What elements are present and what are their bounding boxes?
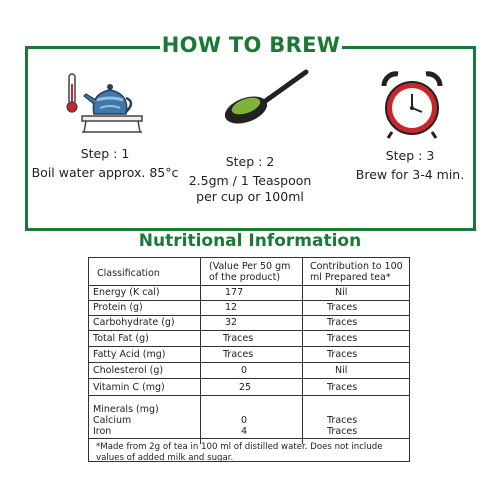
nutrition-title: Nutritional Information — [138, 231, 362, 251]
header-value-line-1: (Value Per 50 gm — [209, 261, 291, 272]
table-row-name: Vitamin C (mg) — [93, 382, 165, 393]
brew-step-2-label: Step : 2 — [225, 154, 275, 169]
table-row-value: 32 — [225, 317, 238, 328]
table-row-name: Energy (K cal) — [93, 287, 160, 298]
table-row-line — [89, 378, 409, 379]
table-row-value: 25 — [239, 382, 252, 393]
table-row-line — [89, 438, 409, 439]
brew-step-2-desc-line-1: 2.5gm / 1 Teaspoon — [188, 173, 312, 188]
header-value-line-2: of the product) — [209, 272, 281, 283]
nutrition-table — [88, 257, 410, 462]
table-row-name: Total Fat (g) — [93, 333, 149, 344]
brew-step-3 — [345, 148, 475, 183]
table-row-value: Traces — [223, 349, 254, 360]
table-row-contribution: Nil — [335, 365, 348, 376]
table-row-line — [89, 315, 409, 316]
table-row-line — [89, 300, 409, 301]
table-row-line — [89, 395, 409, 396]
table-row-value: 0 — [241, 365, 248, 376]
brew-step-3-desc: Brew for 3-4 min. — [355, 167, 465, 182]
alarm-clock-icon — [378, 70, 446, 140]
table-row-name: Protein (g) — [93, 302, 143, 313]
table-row-line — [89, 285, 409, 286]
header-contribution-line-2: ml Prepared tea* — [310, 272, 391, 283]
calcium-value: 0 — [241, 415, 248, 426]
table-row-contribution: Traces — [327, 382, 358, 393]
header-contribution-line-1: Contribution to 100 — [310, 261, 403, 272]
table-row-contribution: Traces — [327, 333, 358, 344]
minerals-label: Minerals (mg) — [93, 404, 159, 415]
table-row-line — [89, 330, 409, 331]
spoon-with-tea-powder-icon — [220, 66, 312, 126]
table-row-name: Fatty Acid (mg) — [93, 349, 166, 360]
table-row-name: Carbohydrate (g) — [93, 317, 175, 328]
brew-step-2 — [180, 154, 320, 205]
table-row-name: Cholesterol (g) — [93, 365, 164, 376]
table-row-line — [89, 362, 409, 363]
nutrition-footnote: *Made from 2g of tea in 100 ml of distilled water. Does not include values of added milk and sugar. — [96, 442, 383, 463]
header-classification: Classification — [97, 268, 160, 279]
calcium-label: Calcium — [93, 415, 132, 426]
table-row-contribution: Nil — [335, 287, 348, 298]
brew-step-3-label: Step : 3 — [385, 148, 435, 163]
table-row-contribution: Traces — [327, 302, 358, 313]
iron-value: 4 — [241, 426, 248, 437]
table-row-value: Traces — [223, 333, 254, 344]
brew-step-1-label: Step : 1 — [80, 146, 130, 161]
brew-step-1 — [30, 146, 180, 181]
brew-step-1-desc: Boil water approx. 85°c — [31, 165, 179, 180]
table-row-contribution: Traces — [327, 317, 358, 328]
iron-contribution: Traces — [327, 426, 358, 437]
kettle-on-stove-icon — [66, 70, 158, 138]
table-row-contribution: Traces — [327, 349, 358, 360]
iron-label: Iron — [93, 426, 112, 437]
table-row-value: 12 — [225, 302, 238, 313]
brew-step-2-desc-line-2: per cup or 100ml — [196, 189, 304, 204]
table-row-value: 177 — [225, 287, 244, 298]
calcium-contribution: Traces — [327, 415, 358, 426]
how-to-brew-title: HOW TO BREW — [160, 30, 342, 60]
table-row-line — [89, 346, 409, 347]
